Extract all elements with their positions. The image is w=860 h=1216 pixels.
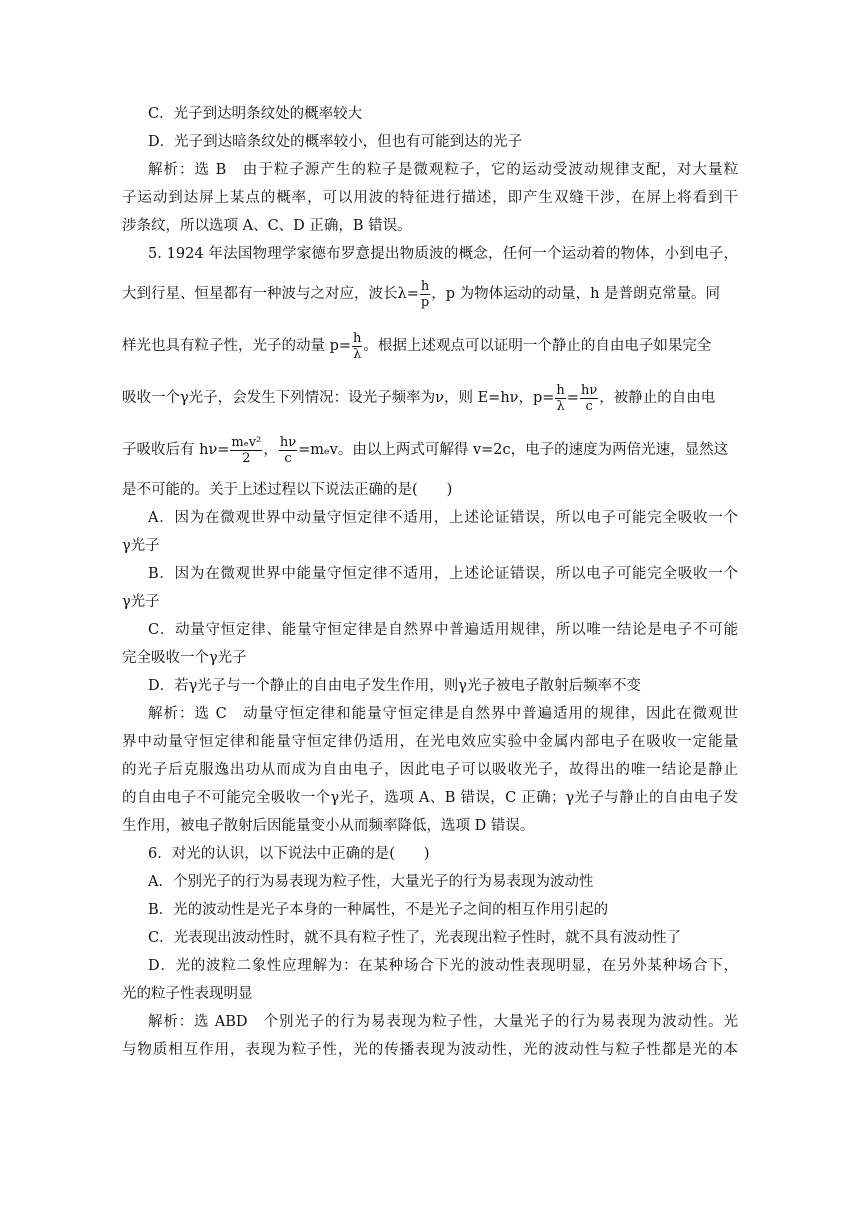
q5-line-momentum: 样光也具有粒子性，光子的动量 p= $\frac{h}{\lambda}$ 。根据上述观点可以证明一个静止的自由电子如果完全: [122, 330, 712, 362]
text-line: B．因为在微观世界中能量守恒定律不适用，上述论证错误，所以电子可能完全吸收一个: [148, 566, 738, 582]
text-line: γ光子: [122, 594, 160, 610]
text-line: C．光表现出波动性时，就不具有粒子性了，光表现出粒子性时，就不具有波动性了: [148, 930, 682, 946]
text-line: C．光子到达明条纹处的概率较大: [148, 106, 363, 122]
text-line: D．光子到达暗条纹处的概率较小，但也有可能到达的光子: [148, 134, 523, 150]
text-block-top: [122, 100, 738, 268]
text-line: 与物质相互作用，表现为粒子性，光的传播表现为波动性，光的波动性与粒子性都是光的本: [122, 1042, 738, 1058]
text-line: B．光的波动性是光子本身的一种属性，不是光子之间的相互作用引起的: [148, 902, 609, 918]
text-line: 光的粒子性表现明显: [122, 986, 253, 1002]
fraction-hv-over-c: $\frac{h\nu}{c}$: [580, 382, 598, 414]
text-line: 子运动到达屏上某点的概率，可以用波的特征进行描述，即产生双缝干涉，在屏上将看到干: [122, 190, 738, 206]
text-block-bottom: [122, 476, 738, 1064]
text-line: 是不可能的。关于上述过程以下说法正确的是( ): [122, 482, 453, 498]
fraction-hv-over-c-2: $\frac{h\nu}{c}$: [279, 434, 297, 466]
document-body: [122, 100, 738, 1064]
text-line: D．若γ光子与一个静止的自由电子发生作用，则γ光子被电子散射后频率不变: [148, 678, 641, 694]
text-line: γ光子: [122, 538, 160, 554]
text-line: D．光的波粒二象性应理解为：在某种场合下光的波动性表现明显，在另外某种场合下，: [148, 958, 738, 974]
text-line: 5. 1924 年法国物理学家德布罗意提出物质波的概念，任何一个运动着的物体，小到电子，: [148, 246, 738, 262]
text-line: 的自由电子不可能完全吸收一个γ光子，选项 A、B 错误，C 正确；γ光子与静止的自由电子发: [122, 790, 738, 806]
fraction-h-over-lambda: $\frac{h}{\lambda}$: [353, 330, 362, 362]
text-line: A．个别光子的行为易表现为粒子性，大量光子的行为易表现为波动性: [148, 874, 594, 890]
text-line: 6．对光的认识，以下说法中正确的是( ): [148, 846, 430, 862]
fraction-h-over-p: $\frac{h}{p}$: [420, 278, 430, 310]
text-line: 解析：选 ABD 个别光子的行为易表现为粒子性，大量光子的行为易表现为波动性。光: [148, 1014, 738, 1030]
text-line: 界中动量守恒定律和能量守恒定律仍适用，在光电效应实验中金属内部电子在吸收一定能量: [122, 734, 738, 750]
text-line: 解析：选 C 动量守恒定律和能量守恒定律是自然界中普遍适用的规律，因此在微观世: [148, 706, 738, 722]
q5-line-wavelength: 大到行星、恒星都有一种波与之对应，波长λ= $\frac{h}{p}$ ，p 为物体运动的动量，h 是普朗克常量。同: [122, 278, 721, 310]
q5-line-absorb: 子吸收后有 hν= $\frac{\text{mₑv²}}{2}$ ， $\frac{h\nu}{c}$ =mₑv。由以上两式可解得 v=2c，电子的速度为两倍光速，显然这: [122, 434, 729, 466]
fraction-h-over-lambda-2: $\frac{h}{\lambda}$: [556, 382, 565, 414]
q5-line-energy: 吸收一个γ光子，会发生下列情况：设光子频率为ν，则 E=hν，p= $\frac{h}{\lambda}$ = $\frac{h\nu}{c}$ ，被静止的自由电: [122, 382, 716, 414]
text-line: 生作用，被电子散射后因能量变小从而频率降低，选项 D 错误。: [122, 818, 535, 834]
text-line: C．动量守恒定律、能量守恒定律是自然界中普遍适用规律，所以唯一结论是电子不可能: [148, 622, 738, 638]
text-line: A．因为在微观世界中动量守恒定律不适用，上述论证错误，所以电子可能完全吸收一个: [148, 510, 738, 526]
text-line: 解析：选 B 由于粒子源产生的粒子是微观粒子，它的运动受波动规律支配，对大量粒: [148, 162, 738, 178]
text-line: 的光子后克服逸出功从而成为自由电子，因此电子可以吸收光子，故得出的唯一结论是静止: [122, 762, 738, 778]
fraction-mv2-over-2: $\frac{\text{mₑv²}}{2}$: [231, 434, 262, 466]
text-line: 完全吸收一个γ光子: [122, 650, 247, 666]
text-line: 涉条纹，所以选项 A、C、D 正确，B 错误。: [122, 218, 412, 234]
